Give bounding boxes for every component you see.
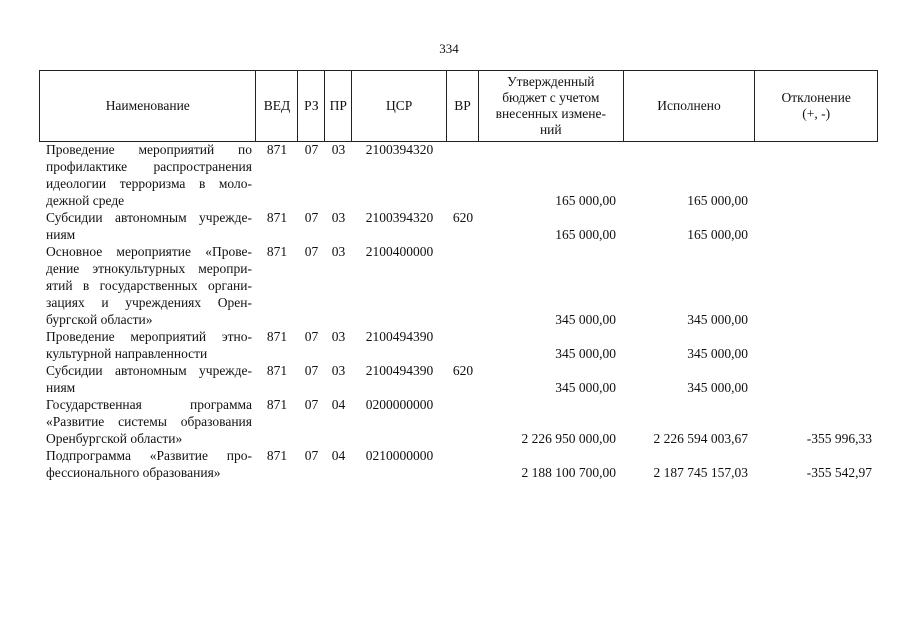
row-budget bbox=[479, 209, 624, 243]
row-name-line: «Развитие системы образования bbox=[46, 414, 252, 429]
row-ved: 871 bbox=[266, 142, 288, 157]
header-deviation-line: Отклонение bbox=[781, 90, 851, 105]
row-ved: 871 bbox=[266, 329, 288, 344]
header-deviation bbox=[755, 71, 877, 141]
row-name-line: бургской области» bbox=[46, 312, 153, 327]
table-body bbox=[39, 141, 878, 481]
row-name bbox=[39, 328, 256, 362]
row-rz: 07 bbox=[304, 448, 319, 463]
row-vr: 620 bbox=[452, 210, 474, 225]
row-ved: 871 bbox=[266, 397, 288, 412]
row-name-line: Субсидии автономным учрежде- bbox=[46, 363, 252, 378]
row-deviation bbox=[756, 447, 878, 481]
row-executed bbox=[624, 141, 756, 209]
row-name-line: дежной среде bbox=[46, 193, 125, 208]
row-pr: 03 bbox=[331, 142, 346, 157]
row-name bbox=[39, 447, 256, 481]
row-name-line: профилактике распространения bbox=[46, 159, 252, 174]
header-budget bbox=[479, 71, 624, 141]
header-name: Наименование bbox=[40, 71, 256, 141]
row-name-line: Проведение мероприятий этно- bbox=[46, 329, 252, 344]
row-executed-value: 345 000,00 bbox=[687, 346, 748, 361]
row-pr: 03 bbox=[331, 329, 346, 344]
row-budget-value: 2 188 100 700,00 bbox=[521, 465, 616, 480]
row-rz: 07 bbox=[304, 210, 319, 225]
header-ved: ВЕД bbox=[256, 71, 298, 141]
row-budget bbox=[479, 243, 624, 328]
row-vr: 620 bbox=[452, 363, 474, 378]
row-name-line: Субсидии автономным учрежде- bbox=[46, 210, 252, 225]
row-name-line: Основное мероприятие «Прове- bbox=[46, 244, 252, 259]
row-csr: 2100494390 bbox=[365, 363, 434, 378]
row-budget bbox=[479, 396, 624, 447]
header-rz: РЗ bbox=[298, 71, 325, 141]
row-rz: 07 bbox=[304, 142, 319, 157]
table-header bbox=[39, 70, 878, 142]
row-name-line: Подпрограмма «Развитие про- bbox=[46, 448, 252, 463]
row-rz: 07 bbox=[304, 329, 319, 344]
header-budget-line: Утвержденный bbox=[507, 74, 595, 89]
row-deviation bbox=[756, 328, 878, 362]
row-executed bbox=[624, 243, 756, 328]
row-vr bbox=[447, 396, 479, 447]
row-pr: 03 bbox=[331, 210, 346, 225]
row-deviation bbox=[756, 141, 878, 209]
row-ved: 871 bbox=[266, 244, 288, 259]
header-budget-line: бюджет с учетом bbox=[502, 90, 600, 105]
row-csr: 2100400000 bbox=[365, 244, 434, 259]
row-executed-value: 2 187 745 157,03 bbox=[653, 465, 748, 480]
row-executed bbox=[624, 447, 756, 481]
table-row bbox=[39, 396, 878, 447]
row-name-line: культурной направленности bbox=[46, 346, 208, 361]
row-name-line: дение этнокультурных меропри- bbox=[46, 261, 252, 276]
row-name-line: фессионального образования» bbox=[46, 465, 221, 480]
row-pr: 03 bbox=[331, 244, 346, 259]
row-vr bbox=[447, 141, 479, 209]
row-csr: 0200000000 bbox=[365, 397, 434, 412]
row-name-line: ниям bbox=[46, 227, 76, 242]
row-name bbox=[39, 209, 256, 243]
page-number: 334 bbox=[439, 41, 459, 56]
row-budget-value: 345 000,00 bbox=[555, 346, 616, 361]
header-csr: ЦСР bbox=[352, 71, 447, 141]
row-vr bbox=[447, 243, 479, 328]
row-deviation-value: -355 996,33 bbox=[806, 431, 872, 446]
row-deviation bbox=[756, 243, 878, 328]
row-budget-value: 345 000,00 bbox=[555, 312, 616, 327]
row-executed bbox=[624, 209, 756, 243]
row-budget bbox=[479, 447, 624, 481]
row-ved: 871 bbox=[266, 448, 288, 463]
row-name bbox=[39, 396, 256, 447]
row-budget-value: 165 000,00 bbox=[555, 227, 616, 242]
row-pr: 03 bbox=[331, 363, 346, 378]
row-pr: 04 bbox=[331, 448, 346, 463]
row-executed-value: 345 000,00 bbox=[687, 312, 748, 327]
row-name bbox=[39, 362, 256, 396]
header-pr: ПР bbox=[325, 71, 352, 141]
row-executed bbox=[624, 396, 756, 447]
row-name-line: Государственная программа bbox=[46, 397, 252, 412]
row-vr bbox=[447, 328, 479, 362]
header-vr: ВР bbox=[447, 71, 479, 141]
row-name bbox=[39, 141, 256, 209]
row-pr: 04 bbox=[331, 397, 346, 412]
row-name-line: идеологии терроризма в моло- bbox=[46, 176, 252, 191]
row-rz: 07 bbox=[304, 363, 319, 378]
row-csr: 2100494390 bbox=[365, 329, 434, 344]
row-name-line: ниям bbox=[46, 380, 76, 395]
row-csr: 2100394320 bbox=[365, 210, 434, 225]
row-executed-value: 2 226 594 003,67 bbox=[653, 431, 748, 446]
row-rz: 07 bbox=[304, 397, 319, 412]
row-executed bbox=[624, 362, 756, 396]
row-name-line: Проведение мероприятий по bbox=[46, 142, 252, 157]
row-csr: 2100394320 bbox=[365, 142, 434, 157]
row-budget-value: 2 226 950 000,00 bbox=[521, 431, 616, 446]
row-name-line: Оренбургской области» bbox=[46, 431, 183, 446]
table-row bbox=[39, 209, 878, 243]
row-executed-value: 165 000,00 bbox=[687, 227, 748, 242]
row-ved: 871 bbox=[266, 210, 288, 225]
table-row bbox=[39, 447, 878, 481]
table-row bbox=[39, 328, 878, 362]
row-executed-value: 345 000,00 bbox=[687, 380, 748, 395]
table-row bbox=[39, 243, 878, 328]
row-deviation bbox=[756, 396, 878, 447]
row-name-line: ятий в государственных органи- bbox=[46, 278, 252, 293]
row-deviation-value: -355 542,97 bbox=[806, 465, 872, 480]
row-executed bbox=[624, 328, 756, 362]
header-budget-line: внесенных измене- bbox=[495, 106, 606, 121]
table-row bbox=[39, 362, 878, 396]
row-deviation bbox=[756, 362, 878, 396]
row-budget bbox=[479, 362, 624, 396]
row-executed-value: 165 000,00 bbox=[687, 193, 748, 208]
row-budget-value: 165 000,00 bbox=[555, 193, 616, 208]
row-name bbox=[39, 243, 256, 328]
table-row bbox=[39, 141, 878, 209]
header-executed: Исполнено bbox=[624, 71, 756, 141]
row-budget bbox=[479, 141, 624, 209]
row-name-line: зациях и учреждениях Орен- bbox=[46, 295, 252, 310]
row-budget-value: 345 000,00 bbox=[555, 380, 616, 395]
row-ved: 871 bbox=[266, 363, 288, 378]
header-budget-line: ний bbox=[539, 122, 562, 137]
row-deviation bbox=[756, 209, 878, 243]
row-csr: 0210000000 bbox=[365, 448, 434, 463]
header-deviation-line: (+, -) bbox=[802, 106, 831, 121]
row-rz: 07 bbox=[304, 244, 319, 259]
row-vr bbox=[447, 447, 479, 481]
row-budget bbox=[479, 328, 624, 362]
